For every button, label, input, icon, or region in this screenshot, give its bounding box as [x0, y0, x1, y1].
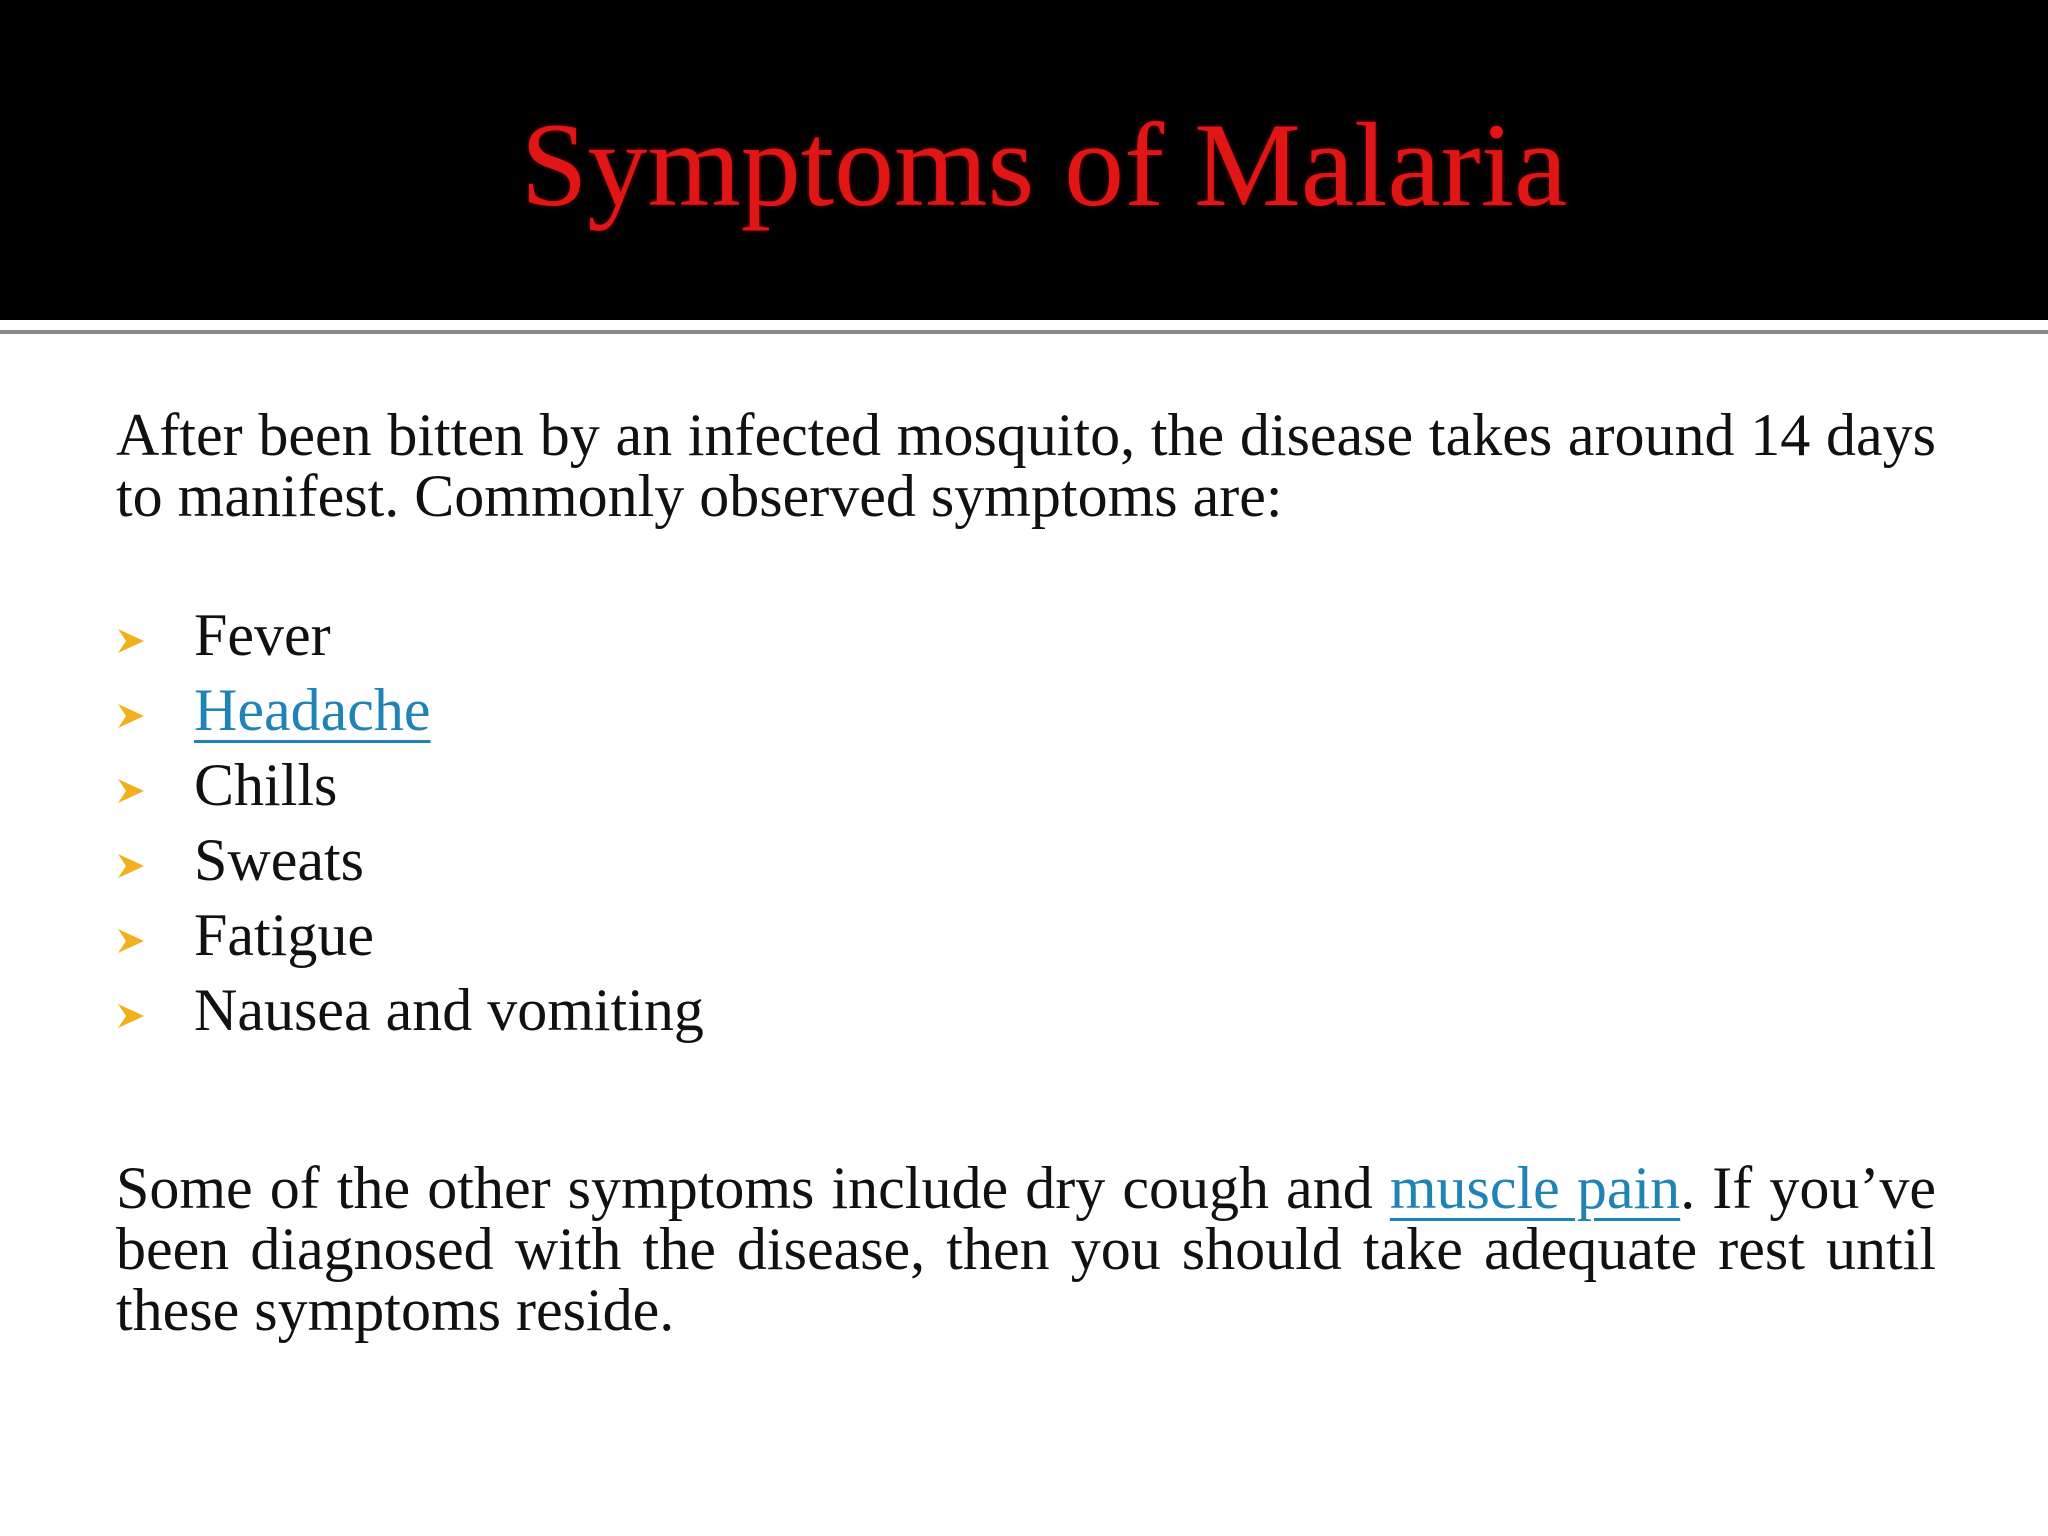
arrow-bullet-icon	[116, 917, 194, 955]
list-item	[116, 673, 704, 748]
arrow-bullet-icon	[116, 692, 194, 730]
list-item	[116, 898, 704, 973]
symptom-chills: Chills	[194, 752, 338, 818]
closing-text-end: . If you’ve been diagnosed with the disease, then you should take adequate rest until these symptoms reside.	[116, 1155, 1936, 1343]
symptom-sweats: Sweats	[194, 827, 364, 893]
arrow-bullet-icon	[116, 842, 194, 880]
muscle-pain-link[interactable]: muscle pain	[1389, 1155, 1681, 1221]
headache-link[interactable]: Headache	[194, 677, 431, 743]
slide-body	[116, 402, 1936, 1343]
symptom-list	[116, 598, 704, 1048]
list-item	[116, 973, 704, 1048]
arrow-bullet-icon	[116, 992, 194, 1030]
title-divider-light	[0, 320, 2048, 326]
title-bar	[0, 0, 2048, 320]
symptom-nausea: Nausea and vomiting	[194, 977, 704, 1043]
symptom-fatigue: Fatigue	[194, 902, 374, 968]
list-item	[116, 823, 704, 898]
closing-text-start: Some of the other symptoms include dry cough and	[116, 1155, 1390, 1221]
list-item	[116, 598, 704, 673]
list-item	[116, 748, 704, 823]
closing-paragraph	[116, 1155, 1936, 1343]
arrow-bullet-icon	[116, 767, 194, 805]
symptom-fever: Fever	[194, 602, 331, 668]
arrow-bullet-icon	[116, 617, 194, 655]
intro-paragraph: After been bitten by an infected mosquito, the disease takes around 14 days to manifest. Commonly observed symptoms are:	[116, 402, 1936, 529]
slide-title: Symptoms of Malaria	[520, 98, 1568, 231]
title-divider	[0, 330, 2048, 334]
